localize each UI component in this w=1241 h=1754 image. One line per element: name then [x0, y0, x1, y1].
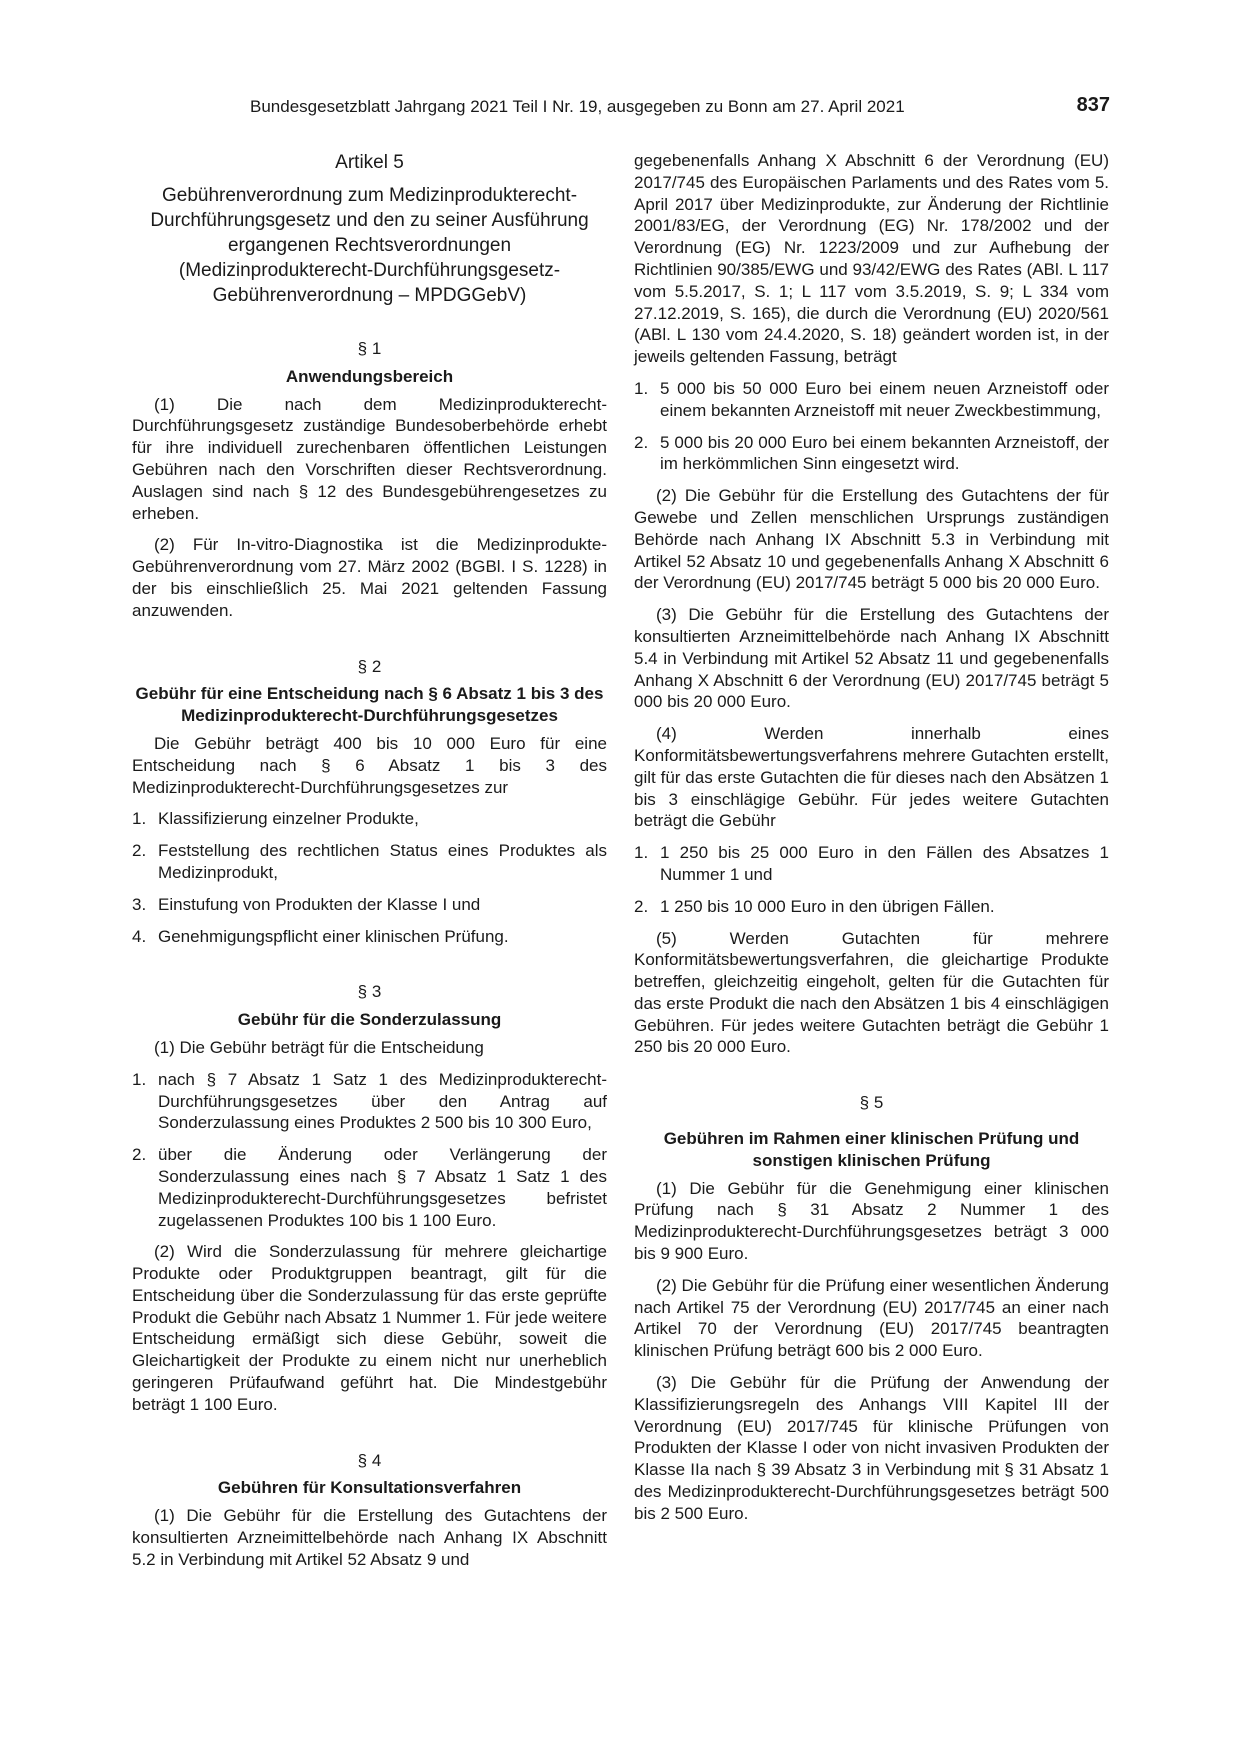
- section-3-number: § 3: [357, 982, 382, 1002]
- section-5-heading: Gebühren im Rahmen einer klinischen Prüfung und sonstigen klinischen Prüfung: [663, 1129, 1080, 1170]
- section-5-paragraph-2: (2) Die Gebühr für die Prüfung einer wesentlichen Änderung nach Artikel 75 der Verordnung (EU) 2017/745 an einer nach Artikel 70 der Verordnung (EU) 2017/745 beantragten klinischen Prüfung beträgt 600 bis 2 000 Euro.: [634, 1275, 1109, 1361]
- section-3-paragraph-2: (2) Wird die Sonderzulassung für mehrere gleichartige Produkte oder Produktgruppen beantragt, gilt für die Entscheidung über die Sonderzulassung für das erste geprüfte Produkt die Gebühr nach Absatz 1 Nummer 1. Für jede weitere Entscheidung ermäßigt sich diese Gebühr, soweit die Gleichartigkeit der Produkte zu einem nicht nur unerheblich geringeren Prüfaufwand geführt hat. Die Mindestgebühr beträgt 1 100 Euro.: [132, 1242, 607, 1414]
- section-4-paragraph-1: (1) Die Gebühr für die Erstellung des Gutachtens der konsultierten Arzneimittelbehörde nach Anhang IX Abschnitt 5.2 in Verbindung mit Artikel 52 Absatz 9 und: [132, 1506, 607, 1569]
- list-item: 3. Einstufung von Produkten der Klasse I und: [132, 894, 481, 914]
- section-4-paragraph-2: (2) Die Gebühr für die Erstellung des Gutachtens der für Gewebe und Zellen menschlichen Ursprungs zuständigen Behörde nach Anhang IX Abschnitt 5.3 in Verbindung mit Artikel 52 Absatz 10 und gegebenenfalls Anhang X Abschnitt 6 der Verordnung (EU) 2017/745 beträgt 5 000 bis 20 000 Euro.: [634, 486, 1109, 593]
- section-1-number: § 1: [357, 339, 382, 358]
- list-item: 1. 1 250 bis 25 000 Euro in den Fällen des Absatzes 1 Nummer 1 und: [634, 843, 1109, 884]
- section-2-intro: Die Gebühr beträgt 400 bis 10 000 Euro für eine Entscheidung nach § 6 Absatz 1 bis 3 des Medizinprodukterecht-Durchführungsgesetzes zur: [132, 733, 607, 797]
- section-1-paragraph-1: (1) Die nach dem Medizinprodukterecht-Durchführungsgesetz zuständige Bundesoberbehörde erhebt für ihre individuell zurechenbaren öffentlichen Leistungen Gebühren nach den Vorschriften dieser Rechtsverordnung. Auslagen sind nach § 12 des Bundesgebührengesetzes zu erheben.: [132, 394, 607, 523]
- section-2-list: [132, 808, 607, 947]
- section-4-list-1: [634, 378, 1109, 475]
- section-1-paragraph-2: (2) Für In-vitro-Diagnostika ist die Medizinprodukte-Gebührenverordnung vom 27. März 2002 (BGBl. I S. 1228) in der bis einschließlich 25. Mai 2021 geltenden Fassung anzuwenden.: [132, 535, 607, 620]
- right-column: [634, 150, 1109, 1535]
- list-item: 2. 1 250 bis 10 000 Euro in den übrigen Fällen.: [634, 896, 995, 916]
- list-item: 2. über die Änderung oder Verlängerung der Sonderzulassung eines nach § 7 Absatz 1 Satz 1 des Medizinprodukterecht-Durchführungsgesetzes befristet zugelassenen Produktes 100 bis 1 100 Euro.: [132, 1145, 607, 1230]
- section-4-paragraph-5: (5) Werden Gutachten für mehrere Konformitätsbewertungsverfahren, die gleichartige Produkte betreffen, gleichzeitig eingeholt, gelten für die Gutachten für das erste Produkt die nach den Absätzen 1 bis 4 einschlägigen Gebühren. Für jedes weitere Gutachten beträgt die Gebühr 1 250 bis 20 000 Euro.: [634, 928, 1109, 1057]
- left-column: [132, 150, 607, 1581]
- section-3-intro: (1) Die Gebühr beträgt für die Entscheidung: [154, 1037, 484, 1057]
- section-4-paragraph-1-continued: gegebenenfalls Anhang X Abschnitt 6 der Verordnung (EU) 2017/745 des Europäischen Parlaments und des Rates vom 5. April 2017 über Medizinprodukte, zur Änderung der Richtlinie 2001/83/EG, der Verordnung (EG) Nr. 178/2002 und der Verordnung (EG) Nr. 1223/2009 und zur Aufhebung der Richtlinien 90/385/EWG und 93/42/EWG des Rates (ABl. L 117 vom 5.5.2017, S. 1; L 117 vom 3.5.2019, S. 9; L 334 vom 27.12.2019, S. 165), die durch die Verordnung (EU) 2020/561 (ABl. L 130 vom 24.4.2020, S. 18) geändert worden ist, in der jeweils geltenden Fassung, beträgt: [634, 151, 1109, 367]
- section-3-heading: Gebühr für die Sonderzulassung: [237, 1010, 502, 1030]
- page-number: 837: [1076, 94, 1110, 116]
- section-1-heading: Anwendungsbereich: [285, 366, 454, 386]
- section-5-paragraph-3: (3) Die Gebühr für die Prüfung der Anwendung der Klassifizierungsregeln des Anhangs VIII Kapitel III der Verordnung (EU) 2017/745 für klinische Prüfungen von Produkten der Klasse I oder von nicht invasiven Produkten der Klasse IIa nach § 39 Absatz 3 in Verbindung mit § 31 Absatz 1 des Medizinprodukterecht-Durchführungsgesetzes beträgt 500 bis 2 500 Euro.: [634, 1373, 1109, 1523]
- section-5-paragraph-1: (1) Die Gebühr für die Genehmigung einer klinischen Prüfung nach § 31 Absatz 2 Nummer 1 des Medizinprodukterecht-Durchführungsgesetzes beträgt 3 000 bis 9 900 Euro.: [634, 1178, 1109, 1264]
- section-4-number: § 4: [357, 1450, 382, 1470]
- list-item: 4. Genehmigungspflicht einer klinischen Prüfung.: [132, 926, 509, 946]
- article-label: Artikel 5: [335, 152, 404, 173]
- section-4-paragraph-3: (3) Die Gebühr für die Erstellung des Gutachtens der konsultierten Arzneimittelbehörde nach Anhang IX Abschnitt 5.4 in Verbindung mit Artikel 52 Absatz 11 und gegebenenfalls Anhang X Abschnitt 6 der Verordnung (EU) 2017/745 beträgt 5 000 bis 20 000 Euro.: [634, 605, 1109, 712]
- header-title: Bundesgesetzblatt Jahrgang 2021 Teil I Nr. 19, ausgegeben zu Bonn am 27. April 2021: [250, 97, 905, 116]
- list-item: 2. Feststellung des rechtlichen Status eines Produktes als Medizinprodukt,: [132, 841, 607, 882]
- section-2-number: § 2: [357, 656, 382, 676]
- list-item: 1. 5 000 bis 50 000 Euro bei einem neuen Arzneistoff oder einem bekannten Arzneistoff mit neuer Zweckbestimmung,: [634, 378, 1109, 420]
- section-3-list: [132, 1069, 607, 1232]
- list-item: 1. nach § 7 Absatz 1 Satz 1 des Medizinprodukterecht-Durchführungsgesetzes über den Antrag auf Sonderzulassung eines Produktes 2 500 bis 10 300 Euro,: [132, 1069, 607, 1133]
- section-4-heading: Gebühren für Konsultationsverfahren: [217, 1478, 522, 1498]
- section-2-heading: Gebühr für eine Entscheidung nach § 6 Absatz 1 bis 3 des Medizinprodukterecht-Durchführungsgesetzes: [135, 684, 604, 726]
- list-item: 2. 5 000 bis 20 000 Euro bei einem bekannten Arzneistoff, der im herkömmlichen Sinn eingesetzt wird.: [634, 432, 1109, 474]
- list-item: 1. Klassifizierung einzelner Produkte,: [132, 809, 419, 829]
- section-5-number: § 5: [859, 1093, 884, 1113]
- regulation-title: Gebührenverordnung zum Medizinprodukterecht-Durchführungsgesetz und den zu seiner Ausführung ergangenen Rechtsverordnungen (Medizinprodukterecht-Durchführungsgesetz-Gebührenverordnung – MPDGGebV): [150, 185, 589, 306]
- section-4-paragraph-4: (4) Werden innerhalb eines Konformitätsbewertungsverfahrens mehrere Gutachten erstellt, gilt für das erste Gutachten die für dieses nach den Absätzen 1 bis 3 einschlägige Gebühr. Für jedes weitere Gutachten beträgt die Gebühr: [634, 724, 1109, 831]
- section-4-list-4: [634, 842, 1109, 917]
